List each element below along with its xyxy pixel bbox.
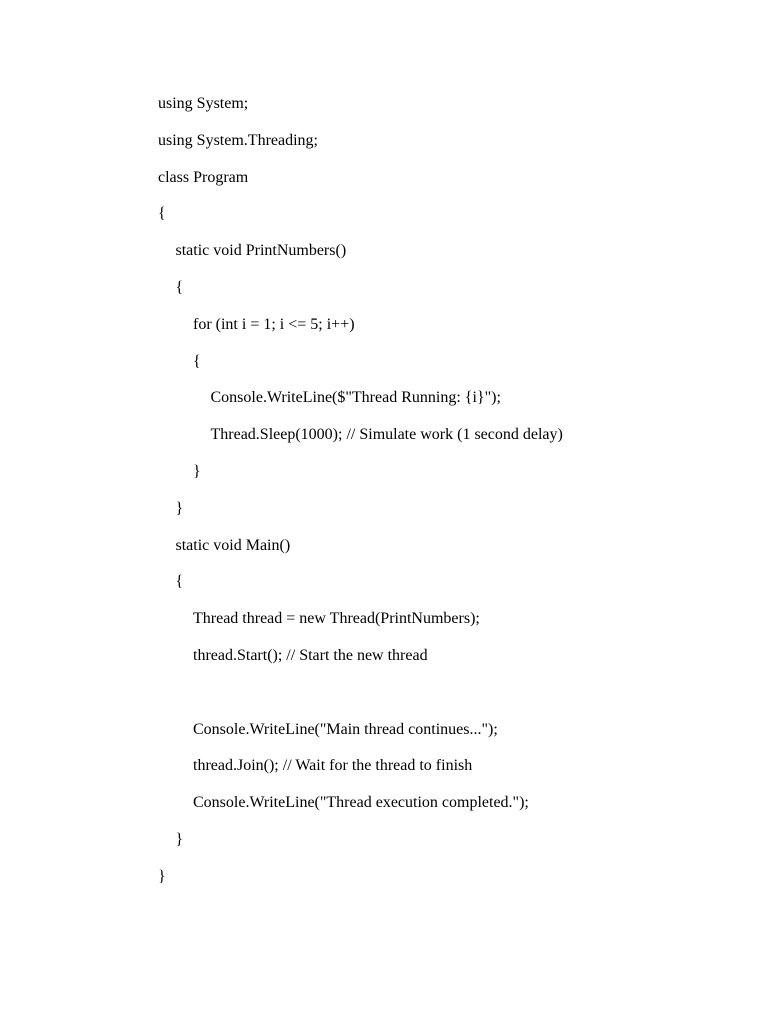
- code-line-printnumbers-open-brace: {: [175, 278, 184, 296]
- code-line-for-open-brace: {: [193, 352, 201, 370]
- code-line-writeline-completed: Console.WriteLine("Thread execution completed.");: [193, 794, 529, 812]
- code-line-for-loop: for (int i = 1; i <= 5; i++): [193, 315, 355, 333]
- code-line-printnumbers-close-brace: }: [175, 499, 184, 517]
- code-line-using-threading: using System.Threading;: [158, 131, 318, 149]
- code-line-printnumbers-signature: static void PrintNumbers(): [175, 242, 347, 260]
- code-line-blank: [158, 682, 563, 719]
- code-line-thread-join: thread.Join(); // Wait for the thread to finish: [193, 757, 473, 775]
- code-line-writeline-main-continues: Console.WriteLine("Main thread continues...");: [193, 720, 498, 738]
- code-line-main-close-brace: }: [175, 830, 184, 848]
- code-line-using-system: using System;: [158, 95, 249, 112]
- code-line-class-declaration: class Program: [158, 168, 249, 186]
- code-line-for-close-brace: }: [193, 462, 201, 480]
- code-line-class-close-brace: }: [158, 867, 166, 885]
- code-line-writeline-thread-running: Console.WriteLine($"Thread Running: {i}");: [210, 389, 501, 407]
- code-line-thread-sleep: Thread.Sleep(1000); // Simulate work (1 second delay): [210, 426, 563, 444]
- code-line-thread-start: thread.Start(); // Start the new thread: [193, 646, 428, 664]
- code-listing: [158, 93, 563, 903]
- code-line-main-signature: static void Main(): [175, 536, 291, 554]
- code-line-class-open-brace: {: [158, 205, 166, 223]
- code-line-thread-create: Thread thread = new Thread(PrintNumbers);: [193, 610, 480, 628]
- code-line-main-open-brace: {: [175, 573, 184, 591]
